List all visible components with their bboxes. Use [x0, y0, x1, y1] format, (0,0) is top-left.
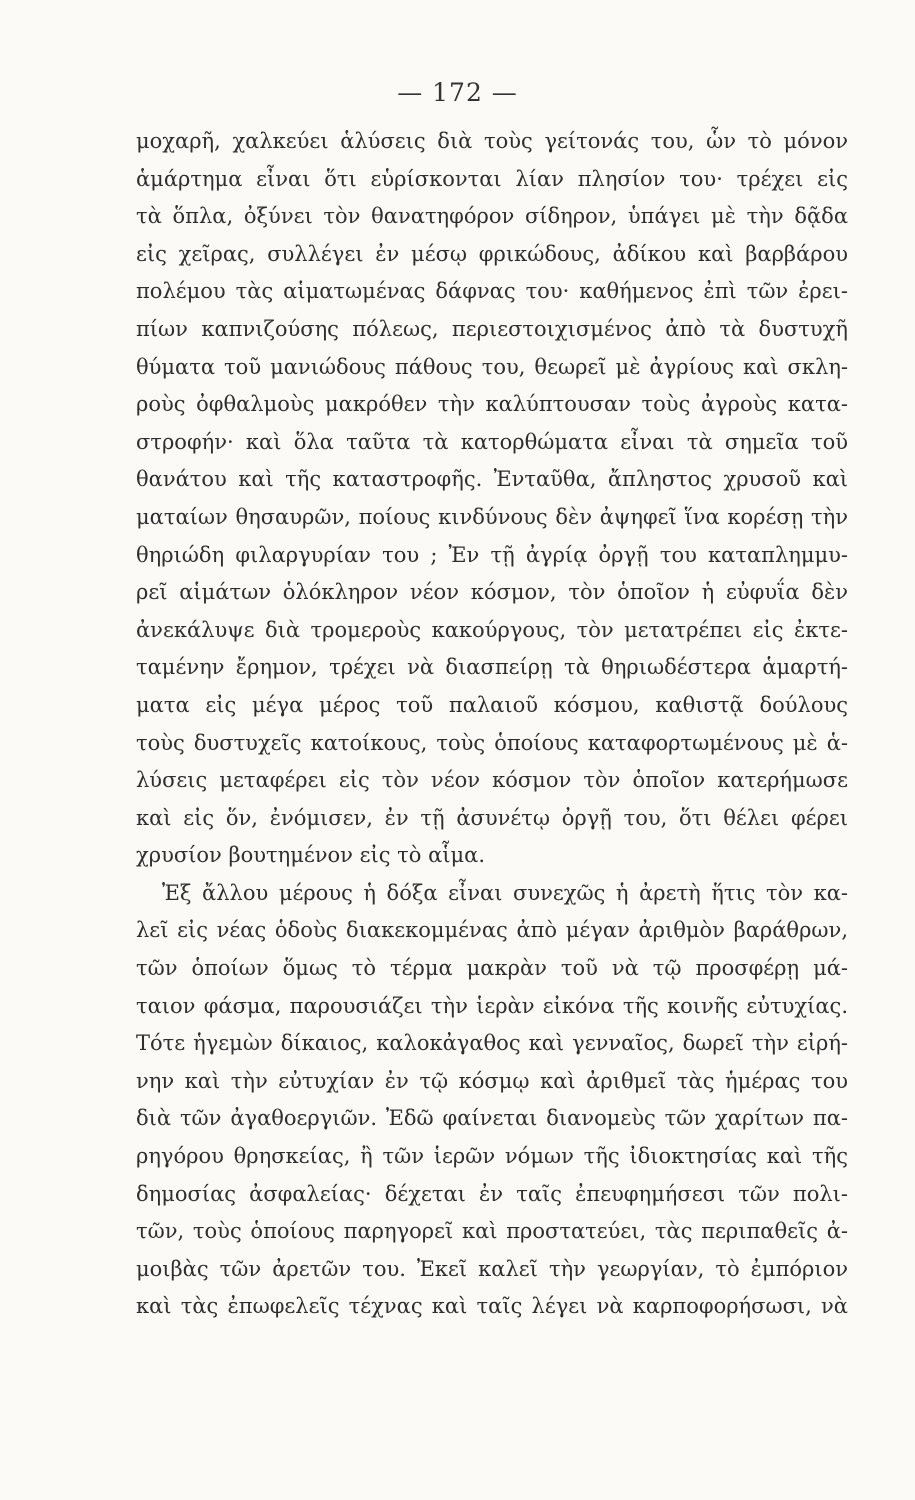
text-line: δημοσίας ἀσφαλείας· δέχεται ἐν ταῖς ἐπευφημήσεσι τῶν πολι-: [136, 1181, 848, 1206]
text-line: τὰ ὅπλα, ὀξύνει τὸν θανατηφόρον σίδηρον, ὑπάγει μὲ τὴν δᾷδα: [136, 204, 848, 229]
text-line: θηριώδη φιλαργυρίαν του ; Ἐν τῇ ἀγρίᾳ ὀργῇ του καταπλημμυ-: [136, 542, 848, 567]
text-line: στροφήν· καὶ ὅλα ταῦτα τὰ κατορθώματα εἶναι τὰ σημεῖα τοῦ: [136, 429, 848, 454]
text-line: νην καὶ τὴν εὐτυχίαν ἐν τῷ κόσμῳ καὶ ἀριθμεῖ τὰς ἡμέρας του: [136, 1068, 848, 1093]
text-line: ρεῖ αἱμάτων ὁλόκληρον νέον κόσμον, τὸν ὁποῖον ἡ εὐφυΐα δὲν: [136, 580, 848, 605]
text-line: διὰ τῶν ἀγαθοεργιῶν. Ἐδῶ φαίνεται διανομεὺς τῶν χαρίτων πα-: [136, 1106, 848, 1131]
text-line: θύματα τοῦ μανιώδους πάθους του, θεωρεῖ μὲ ἀγρίους καὶ σκλη-: [136, 354, 848, 379]
text-line: ματαίων θησαυρῶν, ποίους κινδύνους δὲν ἀψηφεῖ ἵνα κορέσῃ τὴν: [136, 504, 848, 529]
text-line: πίων καπνιζούσης πόλεως, περιεστοιχισμένος ἀπὸ τὰ δυστυχῆ: [136, 316, 848, 341]
text-line: ρηγόρου θρησκείας, ἢ τῶν ἱερῶν νόμων τῆς ἰδιοκτησίας καὶ τῆς: [136, 1144, 848, 1169]
page-number: — 172 —: [397, 78, 518, 107]
text-line: ταιον φάσμα, παρουσιάζει τὴν ἱερὰν εἰκόνα τῆς κοινῆς εὐτυχίας.: [136, 993, 848, 1018]
text-line: λεῖ εἰς νέας ὁδοὺς διακεκομμένας ἀπὸ μέγαν ἀριθμὸν βαράθρων,: [136, 918, 848, 943]
text-line: Ἐξ ἄλλου μέρους ἡ δόξα εἶναι συνεχῶς ἡ ἀρετὴ ἥτις τὸν κα-: [162, 880, 848, 905]
text-line: λύσεις μεταφέρει εἰς τὸν νέον κόσμον τὸν ὁποῖον κατερήμωσε: [136, 768, 848, 793]
text-line: θανάτου καὶ τῆς καταστροφῆς. Ἐνταῦθα, ἄπληστος χρυσοῦ καὶ: [136, 467, 848, 492]
text-line: τῶν, τοὺς ὁποίους παρηγορεῖ καὶ προστατεύει, τὰς περιπαθεῖς ἀ-: [136, 1219, 848, 1244]
text-line: ἁμάρτημα εἶναι ὅτι εὑρίσκονται λίαν πλησίον του· τρέχει εἰς: [136, 166, 848, 191]
text-line: Τότε ἡγεμὼν δίκαιος, καλοκἀγαθος καὶ γενναῖος, δωρεῖ τὴν εἰρή-: [136, 1031, 848, 1056]
text-line: ἀνεκάλυψε διὰ τρομεροὺς κακούργους, τὸν μετατρέπει εἰς ἐκτε-: [136, 617, 848, 642]
text-line: τοὺς δυστυχεῖς κατοίκους, τοὺς ὁποίους καταφορτωμένους μὲ ἁ-: [136, 730, 848, 755]
text-line: μοιβὰς τῶν ἀρετῶν του. Ἐκεῖ καλεῖ τὴν γεωργίαν, τὸ ἐμπόριον: [136, 1256, 848, 1281]
text-line: τῶν ὁποίων ὅμως τὸ τέρμα μακρὰν τοῦ νὰ τῷ προσφέρῃ μά-: [136, 956, 848, 981]
text-line: ματα εἰς μέγα μέρος τοῦ παλαιοῦ κόσμου, καθιστᾷ δούλους: [136, 692, 848, 717]
body-text: [136, 123, 848, 1326]
text-line: ταμένην ἔρημον, τρέχει νὰ διασπείρῃ τὰ θηριωδέστερα ἁμαρτή-: [136, 655, 848, 680]
text-line: μοχαρῆ, χαλκεύει ἁλύσεις διὰ τοὺς γείτονάς του, ὧν τὸ μόνον: [136, 129, 848, 153]
text-line: πολέμου τὰς αἱματωμένας δάφνας του· καθήμενος ἐπὶ τῶν ἐρει-: [136, 279, 848, 304]
text-line: ροὺς ὀφθαλμοὺς μακρόθεν τὴν καλύπτουσαν τοὺς ἀγροὺς κατα-: [136, 392, 848, 417]
text-line: καὶ εἰς ὅν, ἐνόμισεν, ἐν τῇ ἀσυνέτῳ ὀργῇ του, ὅτι θέλει φέρει: [136, 805, 848, 830]
text-line: εἰς χεῖρας, συλλέγει ἐν μέσῳ φρικώδους, ἀδίκου καὶ βαρβάρου: [136, 241, 848, 266]
text-line: καὶ τὰς ἐπωφελεῖς τέχνας καὶ ταῖς λέγει νὰ καρποφορήσωσι, νὰ: [136, 1294, 848, 1319]
text-line: χρυσίον βουτημένον εἰς τὸ αἷμα.: [136, 843, 486, 868]
